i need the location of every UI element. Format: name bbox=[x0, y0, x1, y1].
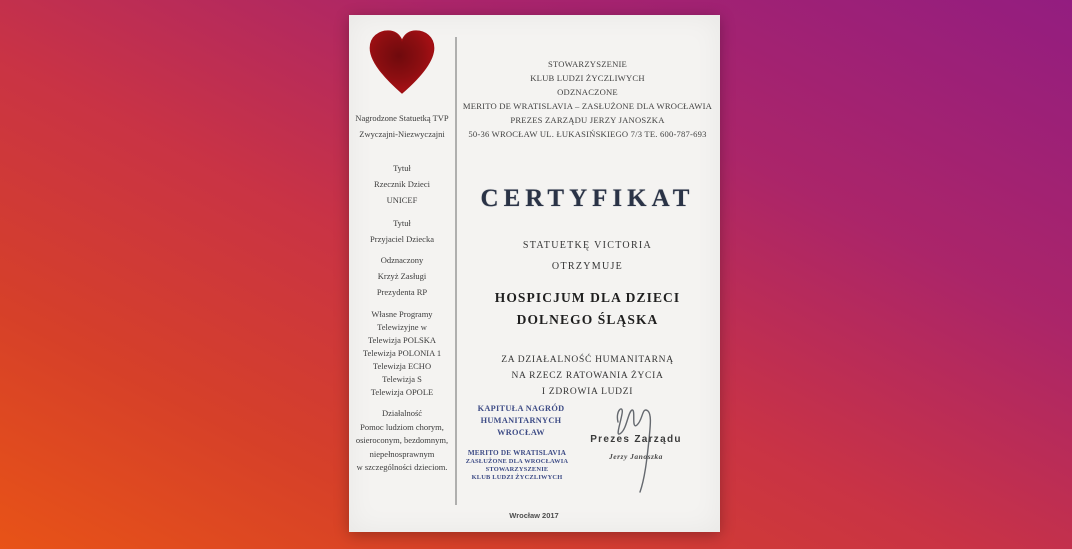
header-line: KLUB LUDZI ŻYCZLIWYCH bbox=[530, 73, 645, 83]
left-programs-block bbox=[349, 308, 455, 399]
certificate-document bbox=[349, 15, 720, 532]
left-title2-line: Tytuł bbox=[393, 218, 411, 228]
merito-line: KLUB LUDZI ŻYCZLIWYCH bbox=[471, 474, 563, 481]
left-title1-line: UNICEF bbox=[386, 195, 418, 205]
left-programs-line: Telewizja POLONIA 1 bbox=[362, 348, 442, 358]
signature-role: Prezes Zarządu bbox=[590, 434, 682, 445]
header-line: PREZES ZARZĄDU JERZY JANOSZKA bbox=[510, 115, 665, 125]
header-line: STOWARZYSZENIE bbox=[547, 59, 628, 69]
left-award-block bbox=[349, 110, 455, 142]
merito-line: MERITO DE WRATISLAVIA bbox=[467, 449, 567, 457]
merito-stamp bbox=[459, 449, 575, 482]
statuette-block bbox=[455, 235, 720, 277]
recipient-name bbox=[455, 287, 720, 331]
left-award-line: Zwyczajni-Niezwyczajni bbox=[359, 129, 445, 139]
merito-line: ZASŁUŻONE DLA WROCŁAWIA bbox=[465, 458, 569, 465]
left-title1-line: Tytuł bbox=[393, 163, 411, 173]
left-programs-line: Telewizja OPOLE bbox=[370, 387, 434, 397]
certificate-title: CERTYFIKAT bbox=[480, 185, 695, 212]
left-title1-line: Rzecznik Dzieci bbox=[374, 179, 430, 189]
left-programs-line: Telewizja S bbox=[382, 374, 422, 384]
left-title2-block bbox=[349, 215, 455, 247]
award-reason bbox=[455, 352, 720, 400]
chapter-line: WROCŁAW bbox=[497, 428, 545, 437]
left-activity-line: w szczególności dzieciom. bbox=[356, 462, 448, 472]
left-decorated-line: Krzyż Zasługi bbox=[377, 271, 427, 281]
left-programs-line: Telewizja ECHO bbox=[372, 361, 432, 371]
statuette-line: STATUETKĘ VICTORIA bbox=[522, 240, 653, 251]
reason-line: NA RZECZ RATOWANIA ŻYCIA bbox=[511, 371, 664, 381]
left-activity-line: niepełnosprawnym bbox=[369, 448, 435, 459]
chapter-stamp bbox=[473, 403, 569, 439]
left-title1-block bbox=[349, 160, 455, 208]
signature-name: Jerzy Janoszka bbox=[609, 452, 663, 461]
merito-line: STOWARZYSZENIE bbox=[485, 466, 549, 473]
left-programs-line: Telewizyjne w bbox=[377, 322, 427, 332]
statuette-line: OTRZYMUJE bbox=[551, 261, 624, 272]
left-activity-line: osieroconym, bezdomnym, bbox=[355, 435, 449, 445]
left-programs-line: Telewizja POLSKA bbox=[367, 335, 437, 345]
recipient-line: DOLNEGO ŚLĄSKA bbox=[516, 312, 659, 327]
chapter-line: HUMANITARNYCH bbox=[480, 416, 562, 425]
place-year: Wrocław 2017 bbox=[509, 511, 559, 520]
left-activity-line: Działalność bbox=[381, 408, 423, 418]
reason-line: I ZDROWIA LUDZI bbox=[541, 387, 634, 397]
left-decorated-block bbox=[349, 252, 455, 300]
left-programs-line: Własne Programy bbox=[371, 309, 433, 319]
header-line: ODZNACZONE bbox=[557, 87, 618, 97]
chapter-line: KAPITUŁA NAGRÓD bbox=[477, 404, 565, 413]
association-header bbox=[455, 57, 720, 141]
left-activity-line: Pomoc ludziom chorym, bbox=[360, 421, 444, 432]
left-decorated-line: Odznaczony bbox=[380, 255, 424, 265]
left-activity-block bbox=[349, 407, 455, 475]
recipient-line: HOSPICJUM DLA DZIECI bbox=[494, 290, 681, 305]
header-line: MERITO DE WRATISLAVIA – ZASŁUŻONE DLA WROCŁAWIA bbox=[462, 101, 713, 111]
left-decorated-line: Prezydenta RP bbox=[376, 287, 428, 297]
heart-icon bbox=[363, 28, 441, 96]
signature-scrawl bbox=[604, 400, 674, 500]
reason-line: ZA DZIAŁALNOŚĆ HUMANITARNĄ bbox=[501, 355, 674, 365]
left-title2-line: Przyjaciel Dziecka bbox=[370, 234, 434, 244]
left-award-line: Nagrodzone Statuetką TVP bbox=[355, 113, 449, 123]
header-line: 50-36 WROCŁAW UL. ŁUKASIŃSKIEGO 7/3 TE. 600-787-693 bbox=[468, 129, 707, 139]
